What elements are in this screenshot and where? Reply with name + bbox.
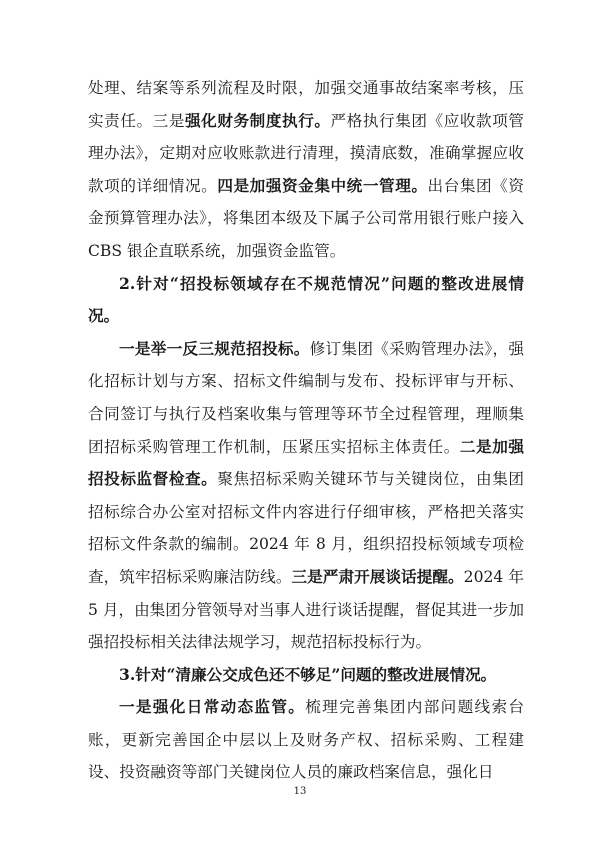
bold-heading-run: 强化财务制度执行。 <box>185 110 331 130</box>
paragraph-integrity-measures <box>88 691 524 789</box>
text-run: 修订集团《采购管理办法》，强化招标计划与方案、招标文件编制与发布、投标评审与开标、合同签订与执行及档案收集与管理等环节全过程管理，理顺集团招标采购管理工作机制，压紧压实招标主体责任。 <box>88 339 524 456</box>
document-body <box>88 72 524 789</box>
bold-heading-run: 四是加强资金集中统一管理。 <box>217 175 428 195</box>
text-run: 聚焦招标采购关键环节与关键岗位，由集团招标综合办公室对招标文件内容进行仔细审核，严格把关落实招标文件条款的编制。2024 年 8 月，组织招投标领域专项检查，筑牢招标采购廉洁防线。 <box>88 470 524 586</box>
section-heading-3 <box>88 659 524 692</box>
text-run: 梳理完善集团内部问题线索台账，更新完善国企中层以上及财务产权、招标采购、工程建设、投资融资等部门关键岗位人员的廉政档案信息，强化日 <box>88 698 524 782</box>
bold-heading-run: 二是加强招投标监督检查。 <box>88 436 524 489</box>
bold-heading-run: 三是严肃开展谈话提醒。 <box>291 566 464 586</box>
paragraph-bidding-measures <box>88 333 524 659</box>
section-heading-text: 2.针对“招投标领域存在不规范情况”问题的整改进展情况。 <box>88 273 524 326</box>
bold-heading-run: 一是举一反三规范招投标。 <box>119 338 310 358</box>
bold-heading-run: 一是强化日常动态监管。 <box>119 697 306 717</box>
page-number: 13 <box>293 786 307 797</box>
text-run: 出台集团《资金预算管理办法》，将集团本级及下属子公司常用银行账户接入 CBS 银企直联系统，加强资金监管。 <box>88 176 524 260</box>
text-run: 严格执行集团《应收款项管理办法》，定期对应收账款进行清理，摸清底数，准确掌握应收款项的详细情况。 <box>88 111 524 195</box>
section-heading-2 <box>88 268 524 333</box>
text-run: 2024 年 5 月，由集团分管领导对当事人进行谈话提醒，督促其进一步加强招投标相关法律法规学习，规范招标投标行为。 <box>88 567 524 652</box>
text-run: 处理、结案等系列流程及时限，加强交通事故结案率考核，压实责任。三是 <box>88 79 524 130</box>
paragraph-finance-measures <box>88 72 524 268</box>
section-heading-text: 3.针对“清廉公交成色还不够足”问题的整改进展情况。 <box>119 664 497 684</box>
